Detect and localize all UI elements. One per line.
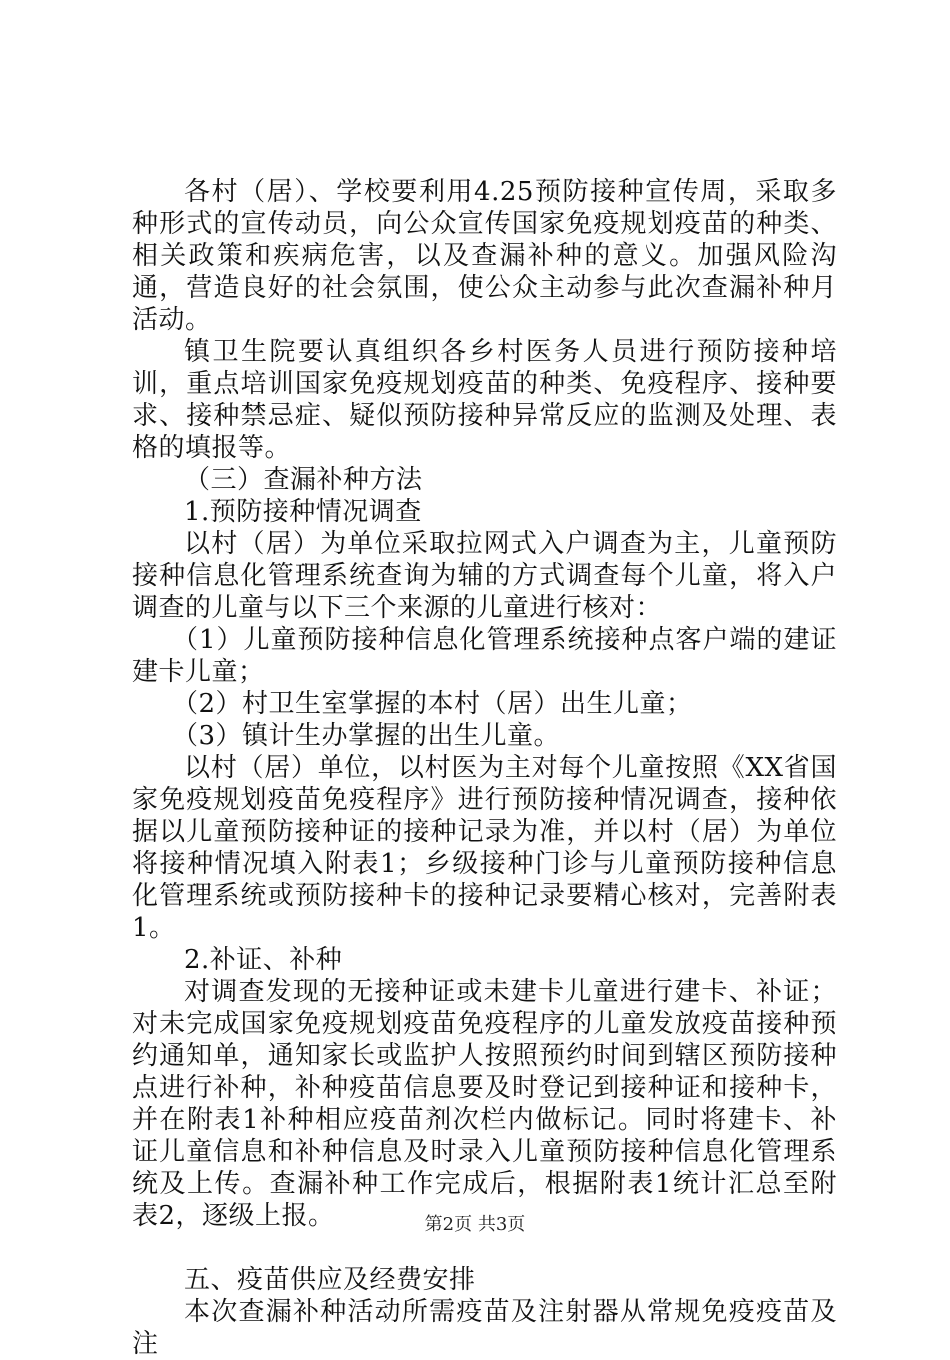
paragraph-vaccine-supply: 本次查漏补种活动所需疫苗及注射器从常规免疫疫苗及注 <box>132 1297 837 1359</box>
document-body <box>132 176 837 1360</box>
paragraph-publicity: 各村（居）、学校要利用4.25预防接种宣传周，采取多种形式的宣传动员，向公众宣传国家免疫规划疫苗的种类、相关政策和疾病危害，以及查漏补种的意义。加强风险沟通，营造良好的社会氛围，使公众主动参与此次查漏补种月活动。 <box>132 177 837 335</box>
paragraph-supplement: 对调查发现的无接种证或未建卡儿童进行建卡、补证；对未完成国家免疫规划疫苗免疫程序的儿童发放疫苗接种预约通知单，通知家长或监护人按照预约时间到辖区预防接种点进行补种，补种疫苗信息要及时登记到接种证和接种卡，并在附表1补种相应疫苗剂次栏内做标记。同时将建卡、补证儿童信息和补种信息及时录入儿童预防接种信息化管理系统及上传。查漏补种工作完成后，根据附表1统计汇总至附表2，逐级上报。 <box>132 977 837 1231</box>
section-heading-method: （三）查漏补种方法 <box>184 465 423 495</box>
subheading-supplement: 2.补证、补种 <box>184 945 343 975</box>
list-item-source-3: （3）镇计生办掌握的出生儿童。 <box>172 721 561 751</box>
paragraph-training: 镇卫生院要认真组织各乡村医务人员进行预防接种培训，重点培训国家免疫规划疫苗的种类、免疫程序、接种要求、接种禁忌症、疑似预防接种异常反应的监测及处理、表格的填报等。 <box>132 337 837 463</box>
paragraph-village-survey: 以村（居）单位，以村医为主对每个儿童按照《XX省国家免疫规划疫苗免疫程序》进行预防接种情况调查，接种依据以儿童预防接种证的接种记录为准，并以村（居）为单位将接种情况填入附表1；乡级接种门诊与儿童预防接种信息化管理系统或预防接种卡的接种记录要精心核对，完善附表1。 <box>132 753 837 943</box>
subheading-survey: 1.预防接种情况调查 <box>184 497 422 527</box>
list-item-source-1: （1）儿童预防接种信息化管理系统接种点客户端的建证建卡儿童； <box>132 625 837 687</box>
list-item-source-2: （2）村卫生室掌握的本村（居）出生儿童； <box>172 689 693 719</box>
paragraph-survey: 以村（居）为单位采取拉网式入户调查为主，儿童预防接种信息化管理系统查询为辅的方式调查每个儿童，将入户调查的儿童与以下三个来源的儿童进行核对： <box>132 529 837 623</box>
page-footer: 第2页 共3页 <box>424 1214 526 1235</box>
section-heading-vaccine-supply: 五、疫苗供应及经费安排 <box>184 1265 476 1295</box>
